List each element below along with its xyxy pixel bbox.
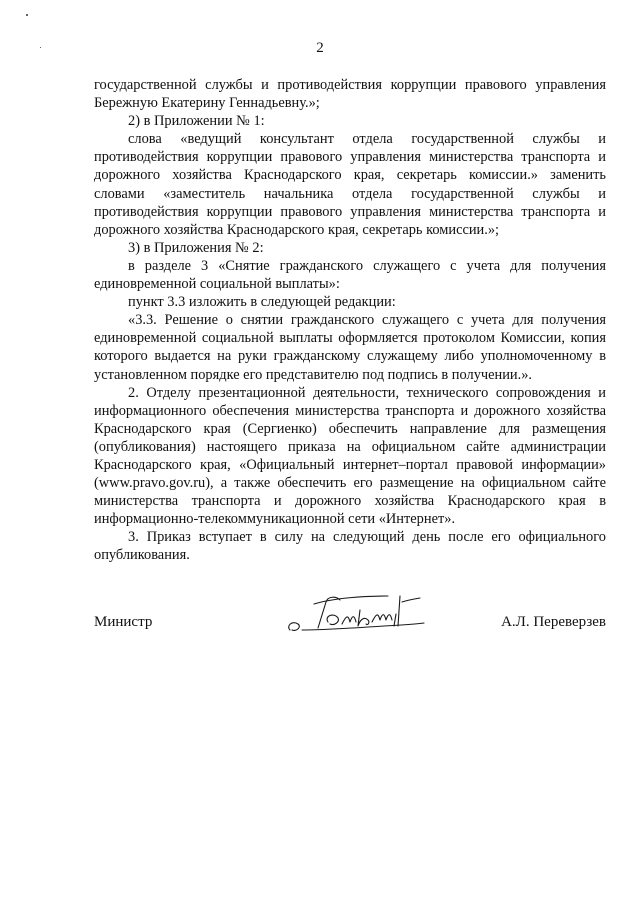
paragraph-order-3: 3. Приказ вступает в силу на следующий день после его официального опубликования. [94,529,606,564]
signature-block [94,590,606,640]
page-number: 2 [316,40,324,56]
signatory-name: А.Л. Переверзев [501,614,606,630]
scan-speck [26,14,28,16]
paragraph-item-3-3: пункт 3.3 изложить в следующей редакции: [128,294,396,311]
handwritten-signature [284,590,434,638]
paragraph-appendix-2: 3) в Приложения № 2: [128,239,264,256]
paragraph-section-3: в разделе 3 «Снятие гражданского служащего с учета для получения единовременной социальной выплаты»: [94,257,606,293]
paragraph-continuation: государственной службы и противодействия коррупции правового управления Бережную Екатерину Геннадьевну.»; [94,77,606,112]
paragraph-order-2: 2. Отделу презентационной деятельности, технического сопровождения и информационного обеспечения министерства транспорта и дорожного хозяйства Краснодарского края (Сергиенко) обеспечить направление для размещения (опубликования) настоящего приказа на официальном сайте администрации Краснодарского края, «Официальный интернет–портал правовой информации» (www.pravo.gov.ru), а также обеспечить его размещение на официальном сайте министерства транспорта и дорожного хозяйства Краснодарского края в информационно-телекоммуникационной сети «Интернет». [94,384,606,528]
paragraph-new-wording: «3.3. Решение о снятии гражданского служащего с учета для получения единовременной социальной выплаты оформляется протоколом Комиссии, копия которого выдается на руки гражданскому служащему либо уполномоченному в установленном порядке его представителю под подпись в получении.». [94,312,606,383]
document-body [94,76,606,565]
paragraph-appendix-1: 2) в Приложении № 1: [128,113,265,130]
signatory-title: Министр [94,614,153,630]
paragraph-replace-words: слова «ведущий консультант отдела государственной службы и противодействия коррупции правового управления министерства транспорта и дорожного хозяйства Краснодарского края, секретарь комиссии.» заменить словами «заместитель начальника отдела государственной службы и противодействия коррупции правового управления министерства транспорта и дорожного хозяйства Краснодарского края, секретарь комиссии.»; [94,131,606,238]
